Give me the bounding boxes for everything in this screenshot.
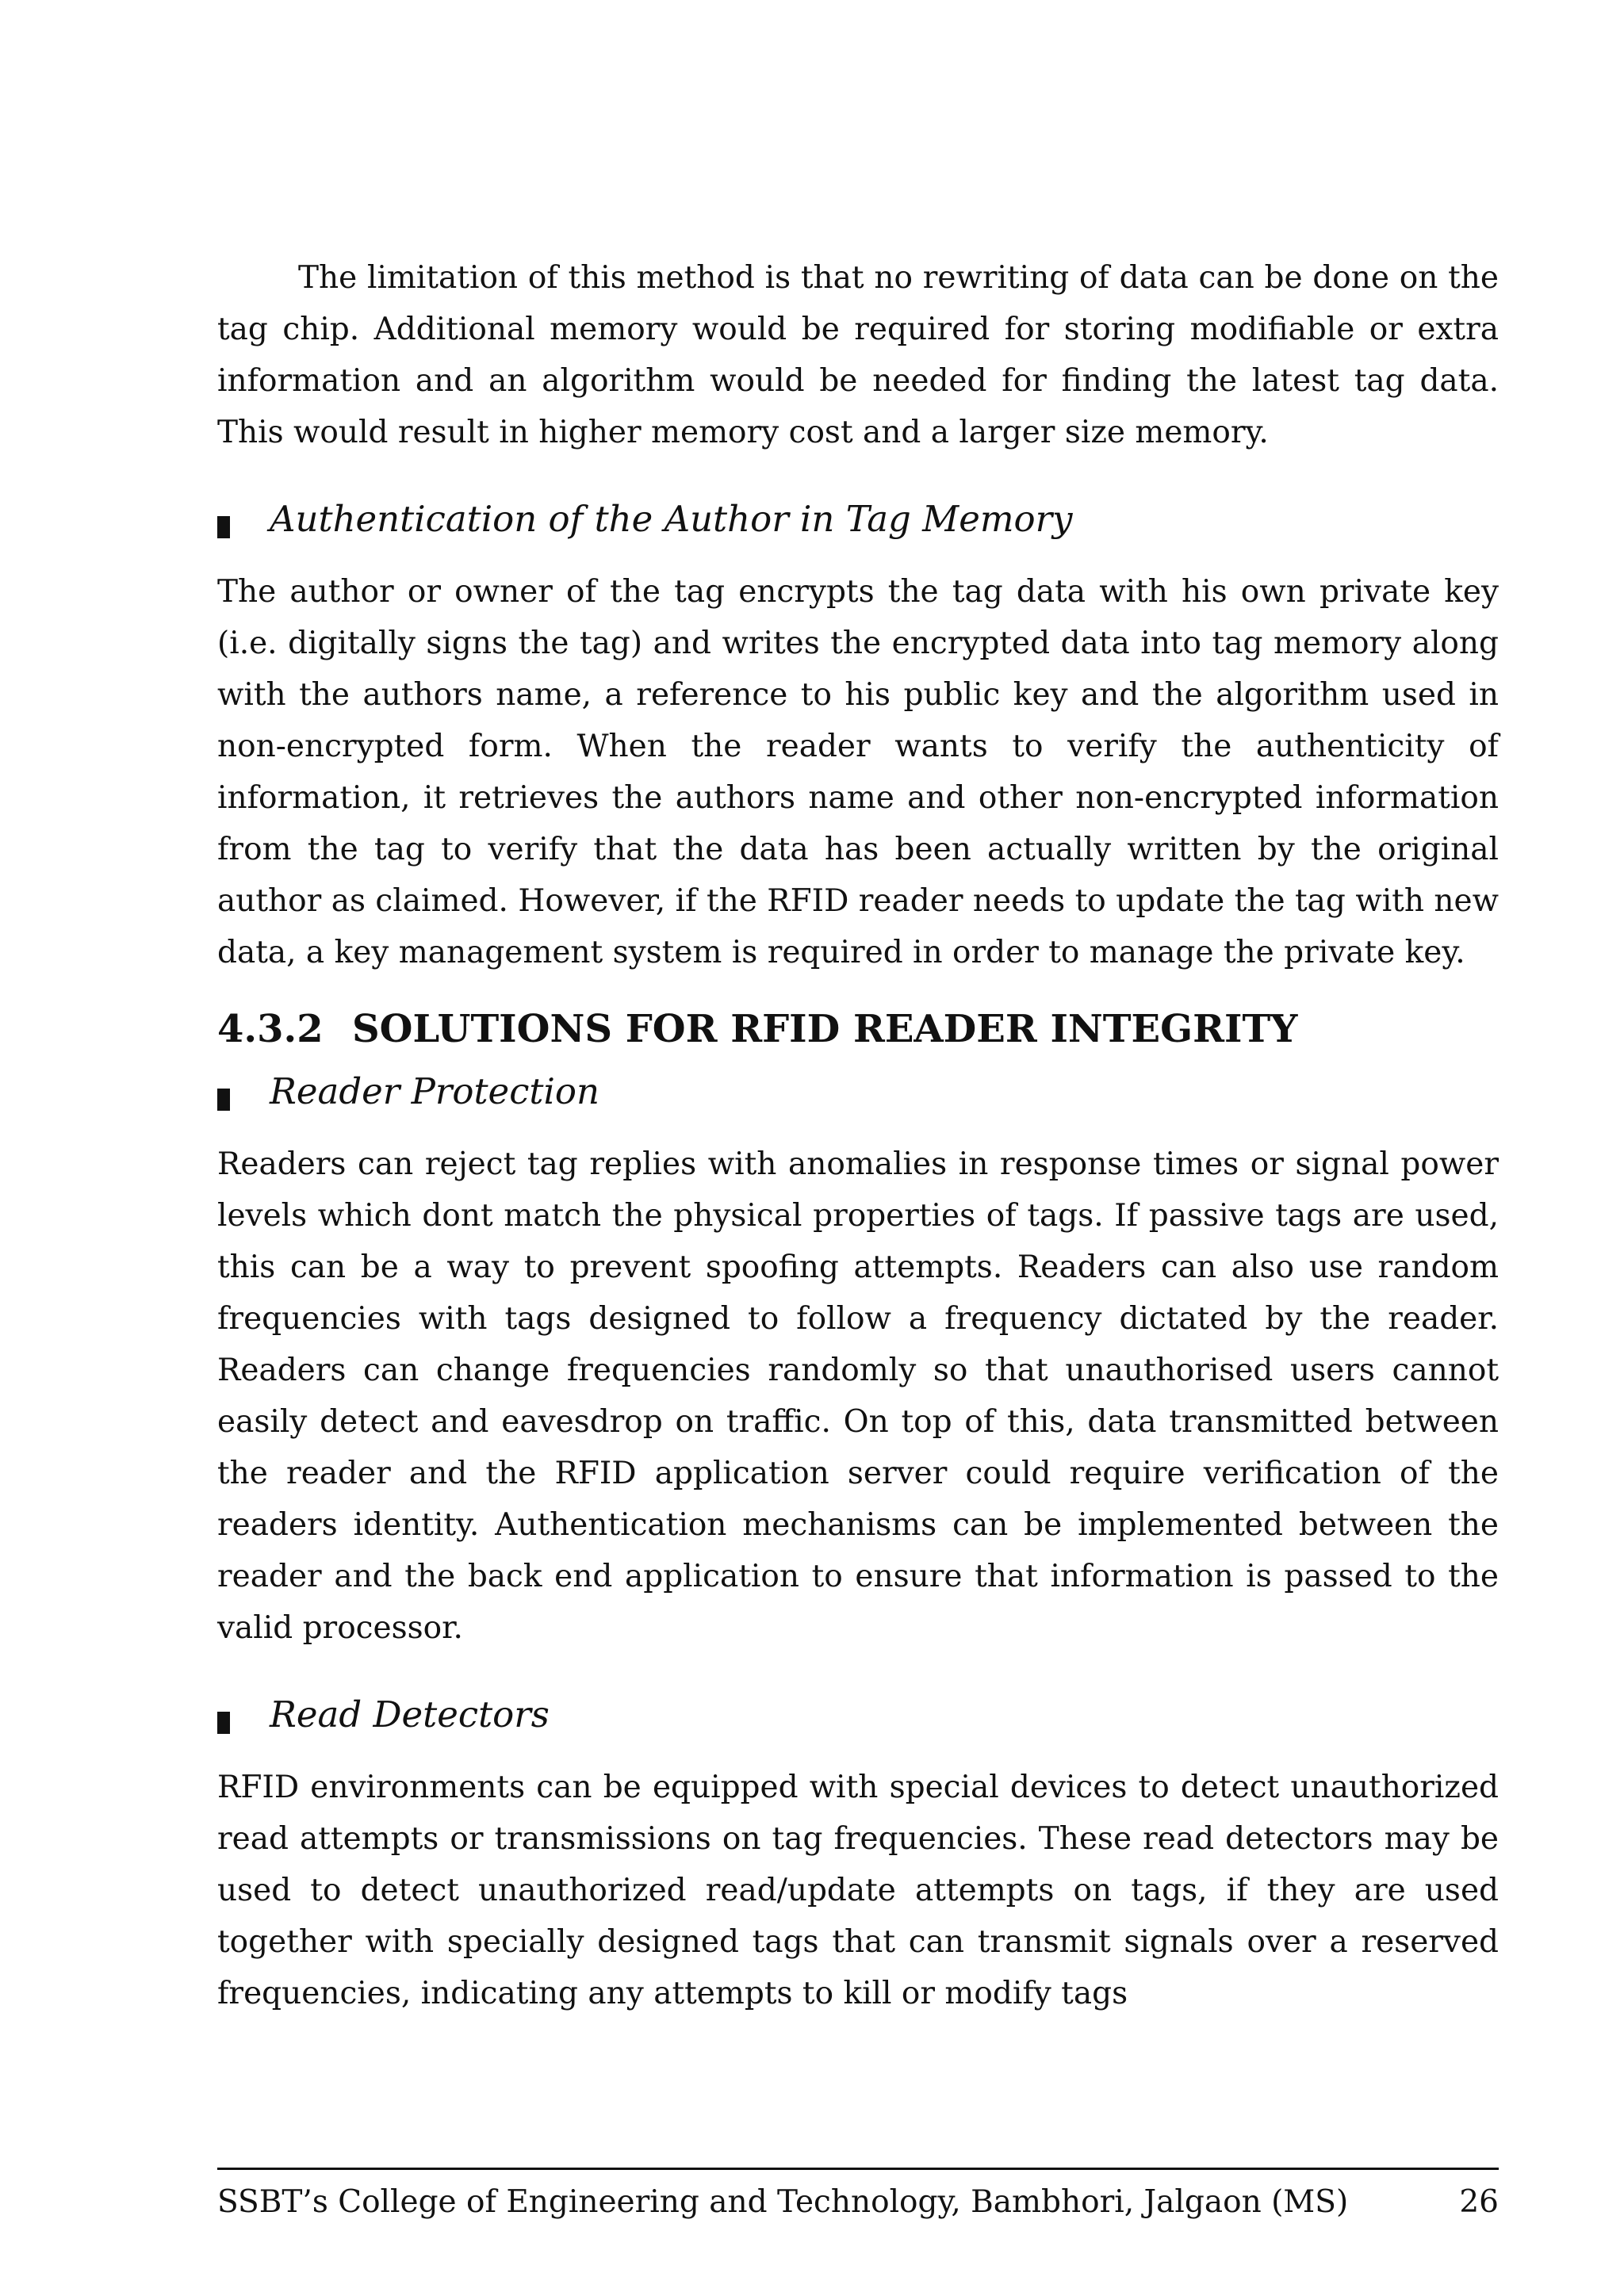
square-bullet-icon xyxy=(217,1712,230,1734)
footer-divider xyxy=(217,2168,1499,2170)
paragraph-author-authentication: The author or owner of the tag encrypts the tag data with his own private key (i.e. digitally signs the tag) and writes the encrypted data into tag memory along with the authors name, a reference to his public key and the algorithm used in non-encrypted form. When the reader wants to verify the authenticity of information, it retrieves the authors name and other non-encrypted information from the tag to verify that the data has been actually written by the original author as claimed. However, if the RFID reader needs to update the tag with new data, a key management system is required in order to manage the private key. xyxy=(217,574,1499,970)
page-content xyxy=(217,252,1499,2019)
subheading-reader-protection-label: Reader Protection xyxy=(270,1070,599,1112)
paragraph-reader-protection: Readers can reject tag replies with anomalies in response times or signal power levels which dont match the physical properties of tags. If passive tags are used, this can be a way to prevent spoofing attempts. Readers can also use random frequencies with tags designed to follow a frequency dictated by the reader. Readers can change frequencies randomly so that unauthorised users cannot easily detect and eavesdrop on traffic. On top of this, data transmitted between the reader and the RFID application server could require verification of the readers identity. Authentication mechanisms can be implemented between the reader and the back end application to ensure that information is passed to the valid processor. xyxy=(217,1146,1499,1646)
section-title: SOLUTIONS FOR RFID READER INTEGRITY xyxy=(352,1007,1298,1051)
subheading-reader-protection xyxy=(217,1064,1499,1119)
subheading-read-detectors-label: Read Detectors xyxy=(270,1693,550,1735)
footer-institution: SSBT’s College of Engineering and Technology, Bambhori, Jalgaon (MS) xyxy=(217,2184,1349,2220)
page-number: 26 xyxy=(1459,2184,1499,2220)
paragraph-read-detectors: RFID environments can be equipped with special devices to detect unauthorized read attempts or transmissions on tag frequencies. These read detectors may be used to detect unauthorized read/update attempts on tags, if they are used together with specially designed tags that can transmit signals over a reserved frequencies, indicating any attempts to kill or modify tags xyxy=(217,1770,1499,2011)
subheading-read-detectors xyxy=(217,1687,1499,1743)
subheading-author-authentication-label: Authentication of the Author in Tag Memory xyxy=(270,498,1073,540)
section-heading xyxy=(217,1001,1499,1058)
page-footer xyxy=(217,2179,1499,2226)
square-bullet-icon xyxy=(217,516,230,538)
square-bullet-icon xyxy=(217,1089,230,1111)
section-number: 4.3.2 xyxy=(217,1007,324,1051)
subheading-author-authentication xyxy=(217,492,1499,547)
paragraph-limitation: The limitation of this method is that no rewriting of data can be done on the tag chip. Additional memory would be required for storing modifiable or extra information and an algorithm would be needed for finding the latest tag data. This would result in higher memory cost and a larger size memory. xyxy=(217,260,1499,450)
